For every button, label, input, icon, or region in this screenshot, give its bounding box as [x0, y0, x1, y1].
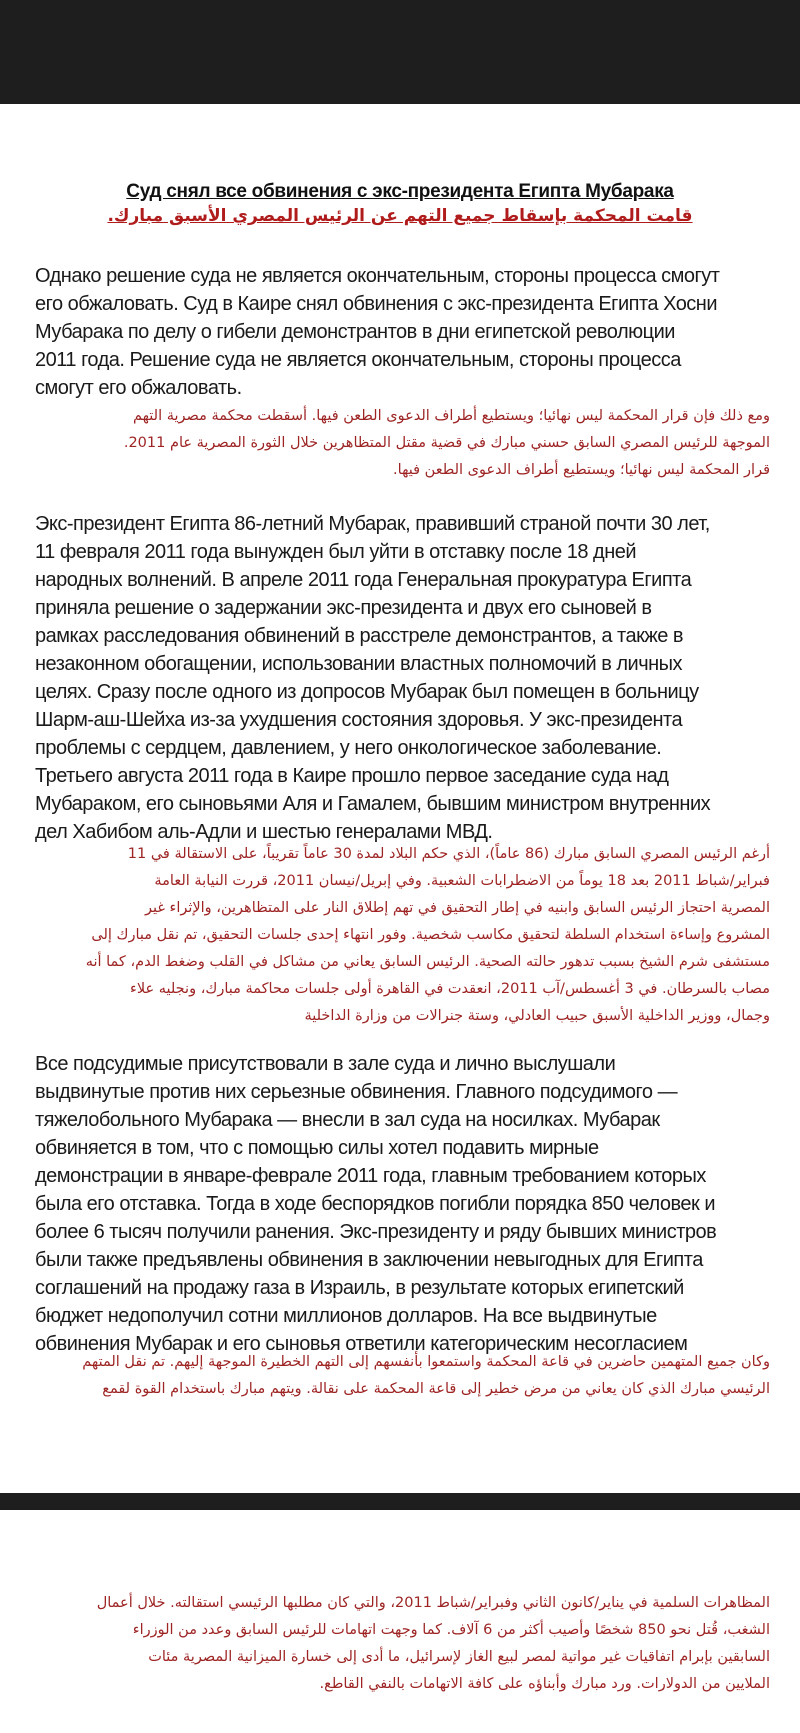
text-line: его обжаловать. Суд в Каире снял обвинения с экс-президента Египта Хосни	[35, 293, 718, 315]
text-line: Однако решение суда не является окончательным, стороны процесса смогут	[35, 265, 720, 287]
paragraph-4-ar	[30, 1590, 770, 1698]
text-line: ومع ذلك فإن قرار المحكمة ليس نهائيا؛ ويستطيع أطراف الدعوى الطعن فيها. أسقطت محكمة مصرية التهم	[132, 408, 770, 424]
text-line: الموجهة للرئيس المصري السابق حسني مبارك في قضية مقتل المتظاهرين خلال الثورة المصرية عام 2011.	[123, 435, 770, 451]
document-title-ar: قامت المحكمة بإسقاط جميع التهم عن الرئيس المصري الأسبق مبارك.	[107, 206, 693, 226]
text-line: Шарм-аш-Шейха из-за ухудшения состояния здоровья. У экс-президента	[35, 709, 683, 731]
text-line: فبراير/شباط 2011 بعد 18 يوماً من الاضطرابات الشعبية. وفي إبريل/نيسان 2011، قررت النيابة العامة	[154, 873, 770, 889]
paragraph-2-ar	[30, 841, 770, 1030]
page-break-bar	[0, 1493, 800, 1510]
text-line: الرئيسي مبارك الذي كان يعاني من مرض خطير إلى قاعة المحكمة على نقالة. ويتهم مبارك باستخدام القوة لقمع	[102, 1381, 770, 1397]
text-line: смогут его обжаловать.	[35, 377, 242, 399]
text-line: рамках расследования обвинений в расстреле демонстрантов, а также в	[35, 625, 684, 647]
text-line: дел Хабибом аль-Адли и шестью генералами МВД.	[35, 821, 493, 843]
text-line: целях. Сразу после одного из допросов Мубарак был помещен в больницу	[35, 681, 699, 703]
text-line: были также предъявлены обвинения в заключении невыгодных для Египта	[35, 1249, 703, 1271]
top-black-bar	[0, 0, 800, 104]
text-line: Третьего августа 2011 года в Каире прошло первое заседание суда над	[35, 765, 669, 787]
text-line: السابقين بإبرام اتفاقيات غير مواتية لمصر لبيع الغاز لإسرائيل، ما أدى إلى خسارة الميزانية المصرية مئات	[148, 1649, 770, 1665]
text-line: тяжелобольного Мубарака — внесли в зал суда на носилках. Мубарак	[35, 1109, 660, 1131]
document-title-ru: Суд снял все обвинения с экс-президента Египта Мубарака	[126, 181, 674, 202]
text-line: соглашений на продажу газа в Израиль, в результате которых египетский	[35, 1277, 684, 1299]
paragraph-1-ar	[30, 403, 770, 484]
text-line: مستشفى شرم الشيخ بسبب تدهور حالته الصحية. الرئيس السابق يعاني من مشاكل في القلب وضغط الدم، كما أنه	[85, 954, 770, 970]
text-line: المصرية احتجاز الرئيس السابق وابنيه في إطار التحقيق في تهم إطلاق النار على المتظاهرين، والإثراء غير	[144, 900, 770, 916]
text-line: Мубарака по делу о гибели демонстрантов в дни египетской революции	[35, 321, 675, 343]
text-line: демонстрации в январе-феврале 2011 года, главным требованием которых	[35, 1165, 706, 1187]
text-line: обвиняется в том, что с помощью силы хотел подавить мирные	[35, 1137, 599, 1159]
text-line: Все подсудимые присутствовали в зале суда и лично выслушали	[35, 1053, 616, 1075]
text-line: народных волнений. В апреле 2011 года Генеральная прокуратура Египта	[35, 569, 692, 591]
text-line: المشروع وإساءة استخدام السلطة لتحقيق مكاسب شخصية. وفور انتهاء إحدى جلسات التحقيق، تم نقل مبارك إلى	[91, 927, 770, 943]
text-line: Экс-президент Египта 86-летний Мубарак, правивший страной почти 30 лет,	[35, 513, 710, 535]
text-line: الملايين من الدولارات. ورد مبارك وأبناؤه على كافة الاتهامات بالنفي القاطع.	[319, 1676, 770, 1692]
text-line: مصاب بالسرطان. في 3 أغسطس/آب 2011، انعقدت في القاهرة أولى جلسات محاكمة مبارك، ونجليه علاء	[130, 981, 770, 997]
paragraph-1-ru	[35, 262, 719, 402]
text-line: وجمال، ووزير الداخلية الأسبق حبيب العادلي، وستة جنرالات من وزارة الداخلية	[304, 1008, 770, 1024]
text-line: более 6 тысяч получили ранения. Экс-президенту и ряду бывших министров	[35, 1221, 717, 1243]
paragraph-3-ar	[30, 1349, 770, 1403]
text-line: была его отставка. Тогда в ходе беспорядков погибли порядка 850 человек и	[35, 1193, 715, 1215]
text-line: 11 февраля 2011 года вынужден был уйти в отставку после 18 дней	[35, 541, 637, 563]
paragraph-3-ru	[35, 1050, 716, 1358]
text-line: выдвинутые против них серьезные обвинения. Главного подсудимого —	[35, 1081, 678, 1103]
text-line: бюджет недополучил сотни миллионов долларов. На все выдвинутые	[35, 1305, 657, 1327]
text-line: незаконном обогащении, использовании властных полномочий в личных	[35, 653, 683, 675]
text-line: الشغب، قُتل نحو 850 شخصًا وأصيب أكثر من 6 آلاف. كما وجهت اتهامات للرئيس السابق وعدد من الوزراء	[132, 1622, 770, 1638]
text-line: المظاهرات السلمية في يناير/كانون الثاني وفبراير/شباط 2011، والتي كان مطلبها الرئيسي استقالته. خلال أعمال	[96, 1595, 770, 1611]
text-line: أرغم الرئيس المصري السابق مبارك (86 عاماً)، الذي حكم البلاد لمدة 30 عاماً تقريباً، على الاستقالة في 11	[127, 846, 770, 862]
text-line: وكان جميع المتهمين حاضرين في قاعة المحكمة واستمعوا بأنفسهم إلى التهم الخطيرة الموجهة إليهم. تم نقل المتهم	[82, 1354, 770, 1370]
text-line: 2011 года. Решение суда не является окончательным, стороны процесса	[35, 349, 681, 371]
text-line: قرار المحكمة ليس نهائيا؛ ويستطيع أطراف الدعوى الطعن فيها.	[393, 462, 770, 478]
text-line: проблемы с сердцем, давлением, у него онкологическое заболевание.	[35, 737, 662, 759]
text-line: приняла решение о задержании экс-президента и двух его сыновей в	[35, 597, 652, 619]
text-line: Мубараком, его сыновьями Аля и Гамалем, бывшим министром внутренних	[35, 793, 711, 815]
text-line: обвинения Мубарак и его сыновья ответили категорическим несогласием	[35, 1333, 688, 1355]
paragraph-2-ru	[35, 510, 710, 846]
